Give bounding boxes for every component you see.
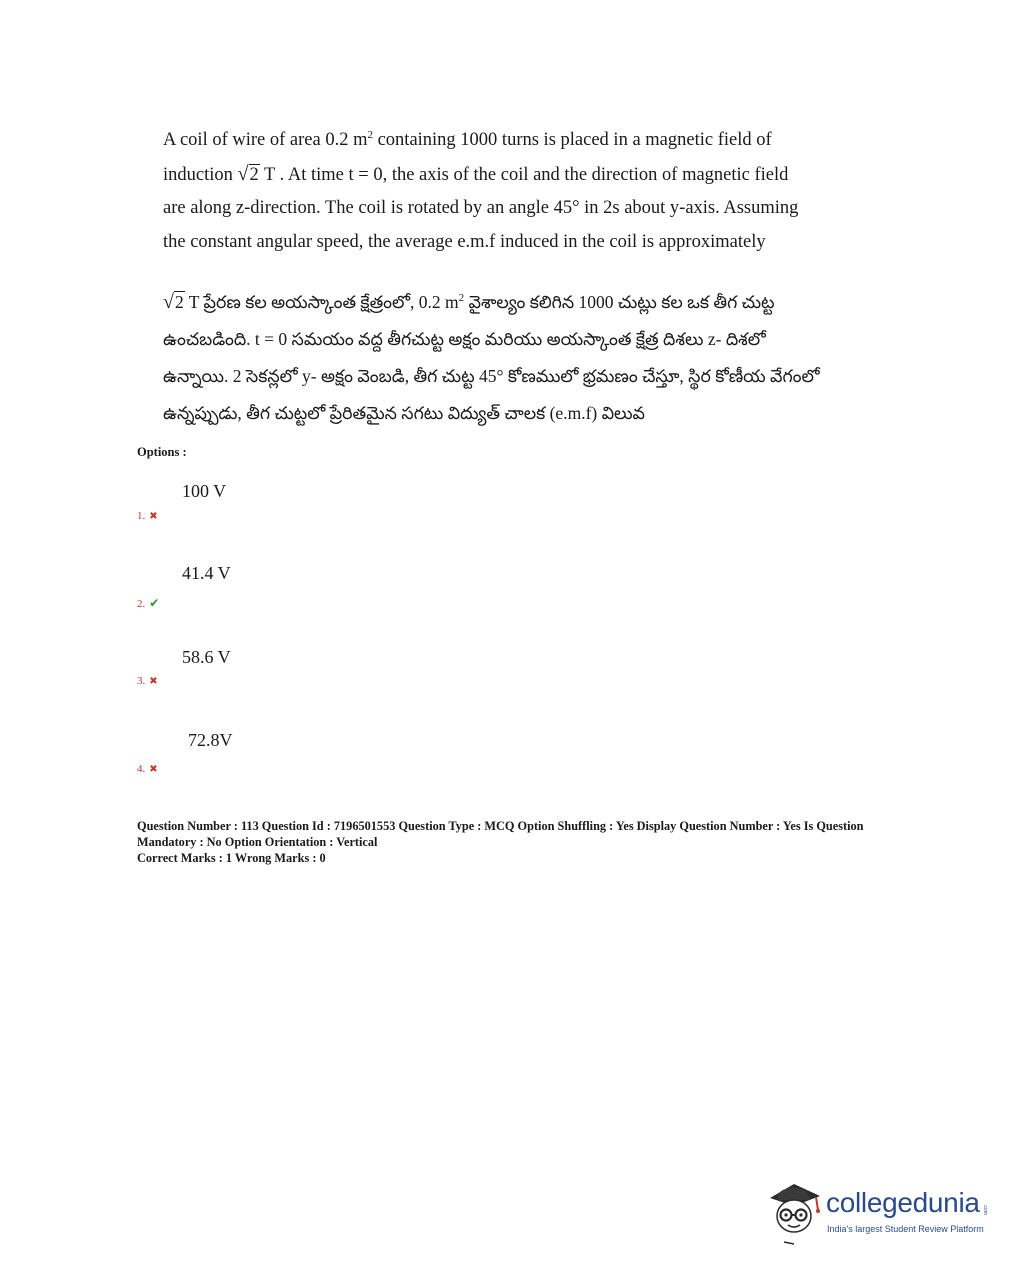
option-3-marker: 3. ✖ — [137, 675, 158, 687]
option-2-marker: 2. ✔ — [137, 596, 160, 610]
cross-icon: ✖ — [149, 763, 158, 775]
cross-icon: ✖ — [149, 675, 158, 687]
option-1-value[interactable]: 100 V — [182, 481, 227, 501]
logo-wordmark: collegedunia — [826, 1187, 980, 1218]
sqrt-symbol: √2 — [237, 162, 259, 185]
question-telugu-line: ఉంచబడింది. t = 0 సమయం వద్ద తీగచుట్ట అక్షం మరియు అయస్కాంత క్షేత్ర దిశలు z- దిశలో — [163, 329, 766, 349]
student-mascot-icon — [764, 1176, 826, 1246]
question-metadata — [137, 818, 917, 866]
option-3-value[interactable]: 58.6 V — [182, 647, 231, 667]
option-4-value[interactable]: 72.8V — [188, 730, 233, 750]
metadata-line: Question Number : 113 Question Id : 7196501553 Question Type : MCQ Option Shuffling : Yes Display Question Number : Yes Is Question — [137, 819, 864, 833]
metadata-line: Correct Marks : 1 Wrong Marks : 0 — [137, 851, 326, 865]
question-english-line: are along z-direction. The coil is rotated by an angle 45° in 2s about y-axis. Assuming — [163, 198, 799, 218]
option-4-marker: 4. ✖ — [137, 763, 158, 775]
check-icon: ✔ — [149, 596, 160, 610]
cross-icon: ✖ — [149, 510, 158, 522]
logo-dotcom: .com — [982, 1204, 988, 1215]
option-1-marker: 1. ✖ — [137, 510, 158, 522]
collegedunia-logo — [764, 1176, 994, 1246]
metadata-line: Mandatory : No Option Orientation : Vertical — [137, 835, 378, 849]
question-telugu-line: √2 T ప్రేరణ కల అయస్కాంత క్షేత్రంలో, 0.2 $m^2$ వైశాల్యం కలిగిన 1000 చుట్లు కల ఒక తీగ చుట్ట — [163, 284, 863, 321]
question-english — [163, 124, 863, 259]
question-english-line: induction √2 T . At time t = 0, the axis of the coil and the direction of magnetic field — [163, 158, 863, 193]
question-english-line: A coil of wire of area 0.2 $m^2$ containing 1000 turns is placed in a magnetic field of — [163, 128, 772, 150]
sqrt-symbol: √2 — [163, 291, 184, 313]
question-telugu-line: ఉన్నాయి. 2 సెకన్లలో y- అక్షం వెంబడి, తీగ చుట్ట 45° కోణములో భ్రమణం చేస్తూ, స్థిర కోణీయ వేగంలో — [163, 366, 820, 386]
question-telugu-line: ఉన్నప్పుడు, తీగ చుట్టలో ప్రేరితమైన సగటు విద్యుత్ చాలక (e.m.f) విలువ — [163, 403, 645, 423]
question-telugu — [163, 284, 863, 432]
question-english-line: the constant angular speed, the average e.m.f induced in the coil is approximately — [163, 231, 766, 252]
logo-tagline: India's largest Student Review Platform — [827, 1224, 984, 1234]
option-2-value[interactable]: 41.4 V — [182, 563, 231, 583]
options-label: Options : — [137, 445, 187, 459]
